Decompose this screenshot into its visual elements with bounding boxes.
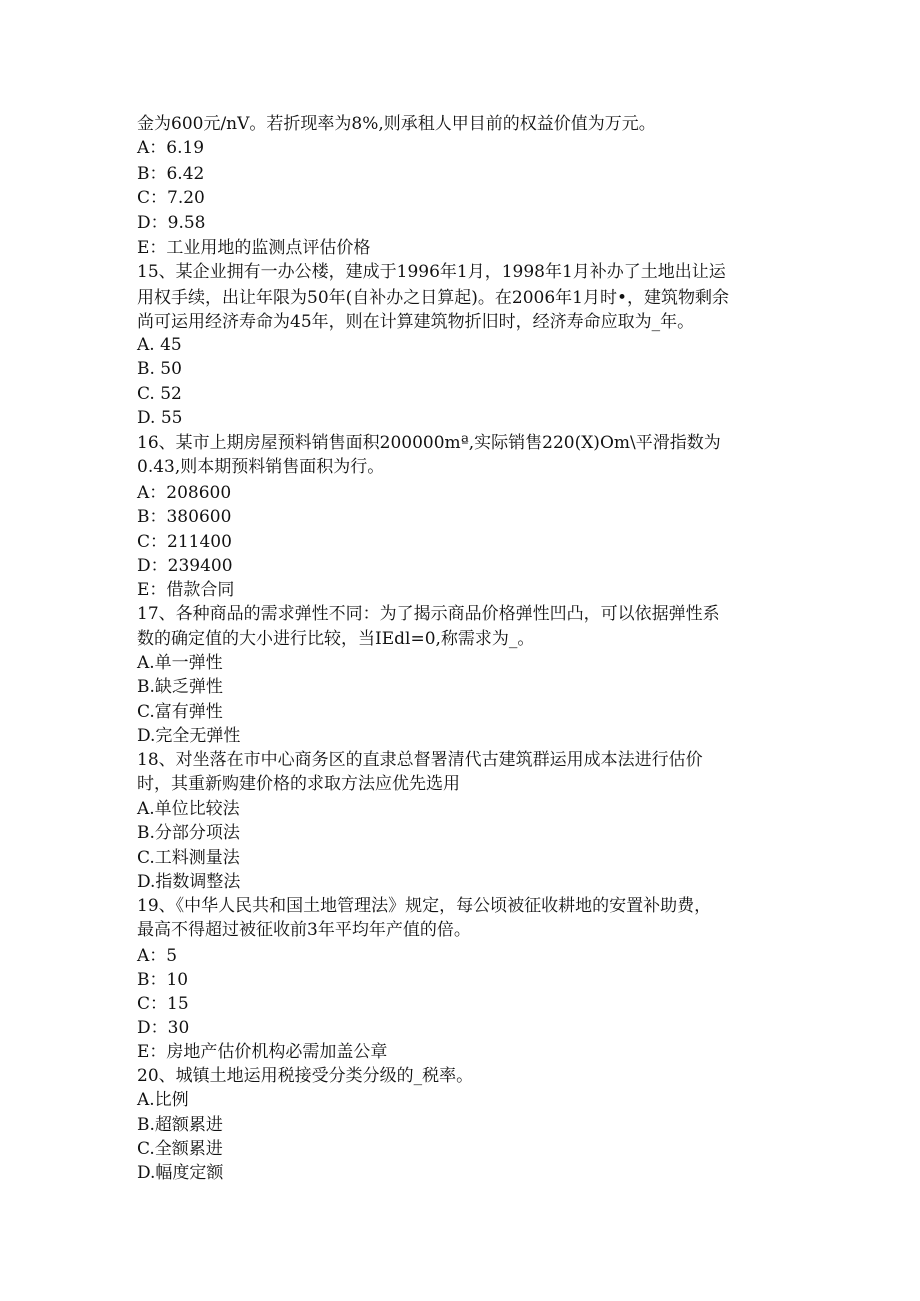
text-line: C.全额累进 bbox=[137, 1139, 223, 1159]
text-line: B：10 bbox=[137, 970, 189, 990]
text-line: B. 50 bbox=[137, 359, 182, 379]
text-line: C：7.20 bbox=[137, 188, 205, 208]
text-line: C：15 bbox=[137, 994, 189, 1014]
text-line: 时，其重新购建价格的求取方法应优先选用 bbox=[137, 774, 460, 794]
text-line: C. 52 bbox=[137, 384, 182, 404]
text-line: D. 55 bbox=[137, 408, 183, 428]
text-line: B.超额累进 bbox=[137, 1115, 223, 1135]
text-line: 18、对坐落在市中心商务区的直隶总督署清代古建筑群运用成本法进行估价 bbox=[137, 750, 703, 770]
text-line: 数的确定值的大小进行比较，当IEdl=0,称需求为_。 bbox=[137, 629, 535, 649]
text-line: 15、某企业拥有一办公楼，建成于1996年1月，1998年1月补办了土地出让运 bbox=[137, 262, 726, 282]
text-line: E：工业用地的监测点评估价格 bbox=[137, 238, 371, 258]
text-line: A. 45 bbox=[137, 335, 182, 355]
text-line: 用权手续，出让年限为50年(自补办之日算起)。在2006年1月时•，建筑物剩余 bbox=[137, 288, 730, 308]
text-line: D.完全无弹性 bbox=[137, 726, 241, 746]
text-line: A.比例 bbox=[137, 1090, 189, 1110]
text-line: B.分部分项法 bbox=[137, 823, 240, 843]
text-line: A：6.19 bbox=[137, 138, 205, 158]
text-line: 金为600元/nV。若折现率为8%,则承租人甲目前的权益价值为万元。 bbox=[137, 114, 656, 134]
text-line: C：211400 bbox=[137, 532, 232, 552]
text-line: D：239400 bbox=[137, 556, 233, 576]
text-line: C.富有弹性 bbox=[137, 702, 223, 722]
text-line: 尚可运用经济寿命为45年，则在计算建筑物折旧时，经济寿命应取为_年。 bbox=[137, 312, 695, 332]
text-line: 最高不得超过被征收前3年平均年产值的倍。 bbox=[137, 920, 471, 940]
text-line: B.缺乏弹性 bbox=[137, 677, 223, 697]
text-line: 17、各种商品的需求弹性不同：为了揭示商品价格弹性凹凸，可以依据弹性系 bbox=[137, 604, 720, 624]
text-line: A：208600 bbox=[137, 483, 232, 503]
text-line: D.指数调整法 bbox=[137, 872, 241, 892]
text-line: D：9.58 bbox=[137, 213, 206, 233]
text-line: E：借款合同 bbox=[137, 580, 235, 600]
text-line: C.工料测量法 bbox=[137, 848, 240, 868]
text-line: B：380600 bbox=[137, 507, 232, 527]
text-line: E：房地产估价机构必需加盖公章 bbox=[137, 1042, 388, 1062]
text-line: D.幅度定额 bbox=[137, 1163, 224, 1183]
text-line: A.单位比较法 bbox=[137, 799, 240, 819]
text-line: B：6.42 bbox=[137, 164, 205, 184]
text-line: 0.43,则本期预料销售面积为行。 bbox=[137, 457, 385, 477]
text-line: 19、《中华人民共和国土地管理法》规定，每公顷被征收耕地的安置补助费， bbox=[137, 896, 712, 916]
text-line: A.单一弹性 bbox=[137, 653, 223, 673]
text-line: D：30 bbox=[137, 1018, 190, 1038]
text-line: 16、某市上期房屋预料销售面积200000mª,实际销售220(X)Om\平滑指数为 bbox=[137, 433, 721, 453]
text-line: A：5 bbox=[137, 946, 178, 966]
text-line: 20、城镇土地运用税接受分类分级的_税率。 bbox=[137, 1066, 474, 1086]
